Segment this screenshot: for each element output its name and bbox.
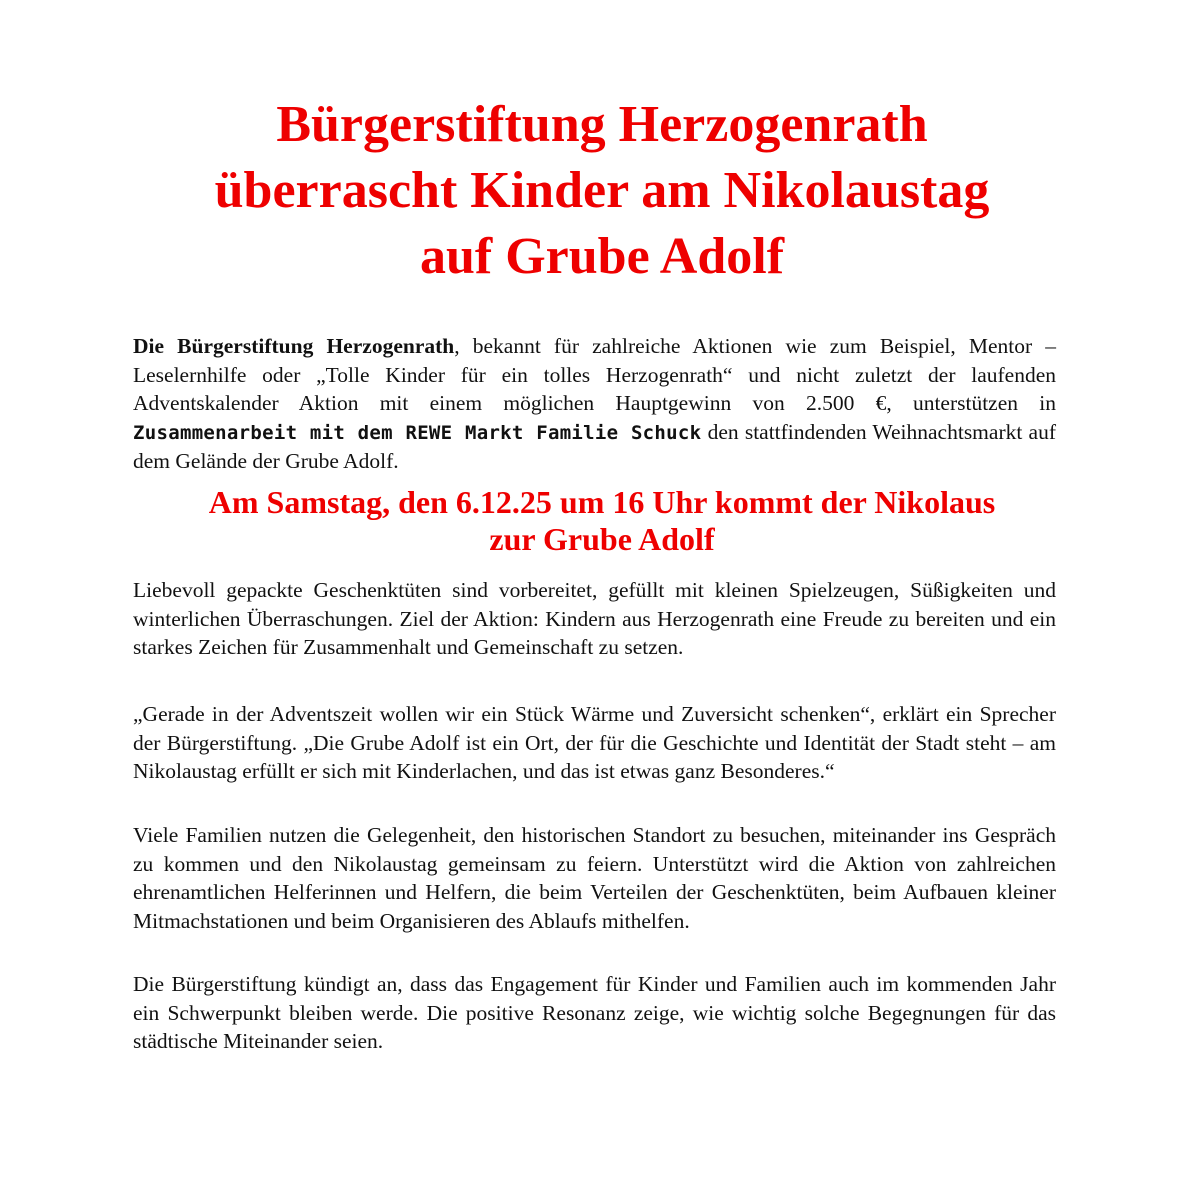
title-line-1: Bürgerstiftung Herzogenrath xyxy=(276,96,928,153)
intro-text-b: den stattfindenden Weihnachtsmarkt auf dem Gelände der Grube Adolf. xyxy=(133,419,1056,473)
quote-paragraph: „Gerade in der Adventszeit wollen wir ein Stück Wärme und Zuversicht schenken“, erklärt ein Sprecher der Bürgerstiftung. „Die Grube Adolf ist ein Ort, der für die Geschichte und Identität der Stadt steht – am Nikolaustag erfüllt er sich mit Kinderlachen, und das ist etwas ganz Besonderes.“ xyxy=(133,702,1056,783)
event-subheading xyxy=(0,484,1204,558)
partner-name: Zusammenarbeit mit dem REWE Markt Familie Schuck xyxy=(133,421,702,444)
subheading-line-1: Am Samstag, den 6.12.25 um 16 Uhr kommt der Nikolaus xyxy=(208,484,996,520)
organization-name: Die Bürgerstiftung Herzogenrath xyxy=(133,334,455,358)
title-line-3: auf Grube Adolf xyxy=(419,228,785,285)
intro-paragraph xyxy=(133,332,1056,476)
main-title xyxy=(0,92,1204,290)
gifts-paragraph: Liebevoll gepackte Geschenktüten sind vorbereitet, gefüllt mit kleinen Spielzeugen, Süßigkeiten und winterlichen Überraschungen. Ziel der Aktion: Kindern aus Herzogenrath eine Freude zu bereiten und ein starkes Zeichen für Zusammenhalt und Gemeinschaft zu setzen. xyxy=(133,578,1056,659)
title-line-2: überrascht Kinder am Nikolaustag xyxy=(214,162,990,219)
subheading-line-2: zur Grube Adolf xyxy=(489,521,715,557)
families-paragraph: Viele Familien nutzen die Gelegenheit, den historischen Standort zu besuchen, miteinander ins Gespräch zu kommen und den Nikolaustag gemeinsam zu feiern. Unterstützt wird die Aktion von zahlreichen ehrenamtlichen Helferinnen und Helfern, die beim Verteilen der Geschenktüten, beim Aufbauen kleiner Mitmachstationen und beim Organisieren des Ablaufs mithelfen. xyxy=(133,823,1056,933)
outlook-paragraph: Die Bürgerstiftung kündigt an, dass das Engagement für Kinder und Familien auch im kommenden Jahr ein Schwerpunkt bleiben werde. Die positive Resonanz zeige, wie wichtig solche Begegnungen für das städtische Miteinander seien. xyxy=(133,972,1056,1053)
intro-text-a: , bekannt für zahlreiche Aktionen wie zum Beispiel, Mentor – Leselernhilfe oder „Tolle Kinder für ein tolles Herzogenrath“ und nicht zuletzt der laufenden Adventskalender Aktion mit einem möglichen Hauptgewinn von 2.500 €, unterstützen in xyxy=(133,334,1057,415)
